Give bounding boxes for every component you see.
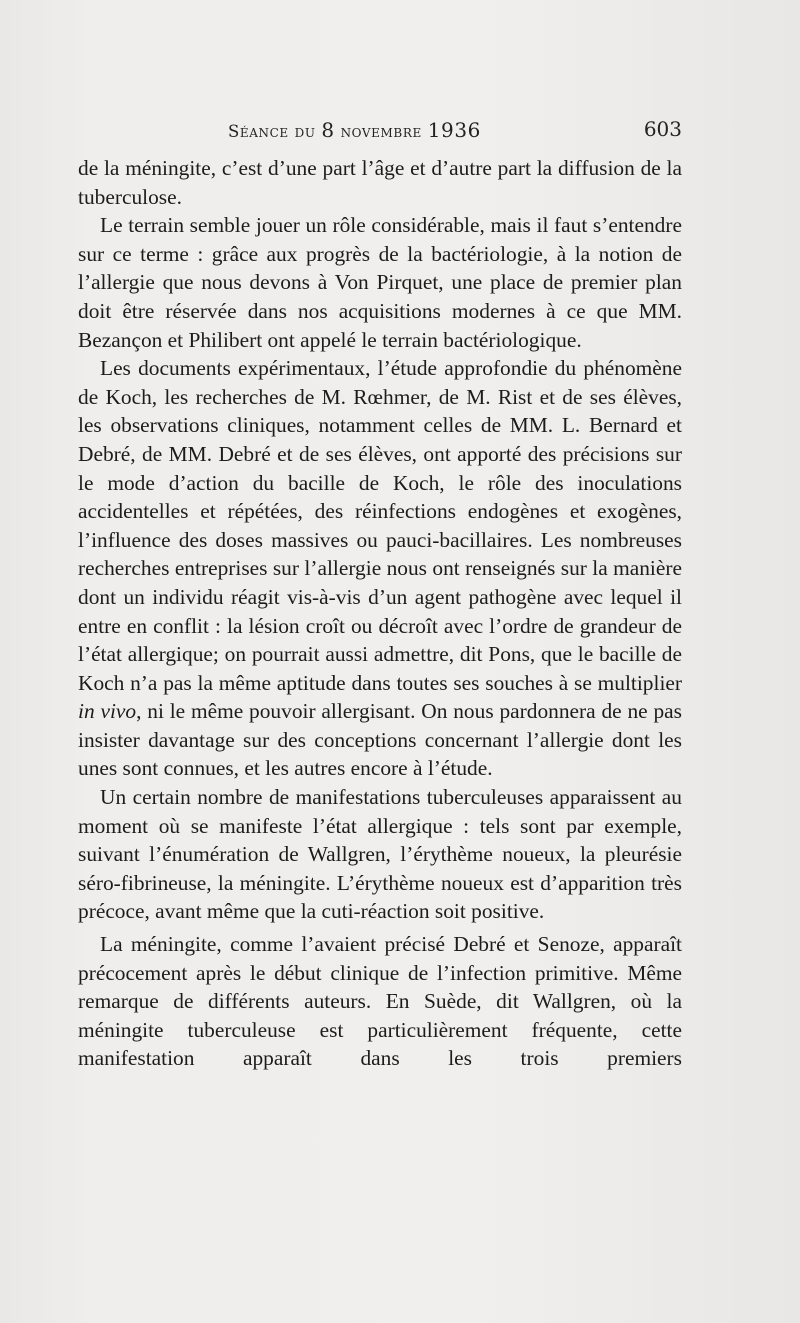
- paragraph-meningite: La méningite, comme l’avaient précisé Debré et Senoze, apparaît précocement après le début clinique de l’infection primitive. Même remarque de différents auteurs. En Suède, dit Wallgren, où la méningite tuberculeuse est particulièrement fréquente, cette manifestation apparaît dans les trois premiers: [78, 932, 682, 1071]
- paragraph-continuation: de la méningite, c’est d’une part l’âge et d’autre part la diffusion de la tuberculose.: [78, 156, 682, 209]
- paragraph-documents-text-b: , ni le même pouvoir allergisant. On nous pardonnera de ne pas insister davantage sur des conceptions concernant l’allergie dont les unes sont connues, et les autres encore à l’étude.: [78, 699, 682, 781]
- running-title: [228, 118, 481, 142]
- page-number: 603: [643, 117, 682, 141]
- running-title-day: 8: [321, 118, 335, 142]
- italic-in-vivo: in vivo: [78, 699, 137, 724]
- running-title-part-a: Séance du: [228, 122, 322, 141]
- body-text: [78, 154, 682, 1073]
- running-title-year: 1936: [427, 118, 481, 142]
- paragraph-manifestations: Un certain nombre de manifestations tuberculeuses apparaissent au moment où se manifeste l’état allergique : tels sont par exemple, suivant l’énumération de Wallgren, l’érythème noueux, la pleurésie séro-fibrineuse, la méningite. L’érythème noueux est d’apparition très précoce, avant même que la cuti-réaction soit positive.: [78, 785, 682, 924]
- paragraph-terrain: Le terrain semble jouer un rôle considérable, mais il faut s’entendre sur ce terme : grâce aux progrès de la bactériologie, à la notion de l’allergie que nous devons à Von Pirquet, une place de premier plan doit être réservée dans nos acquisitions modernes à ce que MM. Bezançon et Philibert ont appelé le terrain bactériologique.: [78, 213, 682, 352]
- paragraph-documents: [78, 354, 682, 783]
- page-header: [78, 118, 682, 144]
- paragraph-documents-text-a: Les documents expérimentaux, l’étude approfondie du phénomène de Koch, les recherches de M. Rœhmer, de M. Rist et de ses élèves, les observations cliniques, notamment celles de MM. L. Bernard et Debré, de MM. Debré et de ses élèves, ont apporté des précisions sur le mode d’action du bacille de Koch, le rôle des inoculations accidentelles et répétées, des réinfections endogènes et exogènes, l’influence des doses massives ou pauci-bacillaires. Les nombreuses recherches entreprises sur l’allergie nous ont renseignés sur la manière dont un individu réagit vis-à-vis d’un agent pathogène avec lequel il entre en conflit : la lésion croît ou décroît avec l’ordre de grandeur de l’état allergique; on pourrait aussi admettre, dit Pons, que le bacille de Koch n’a pas la même aptitude dans toutes ses souches à se multiplier: [78, 356, 682, 695]
- running-title-part-b: novembre: [334, 122, 428, 141]
